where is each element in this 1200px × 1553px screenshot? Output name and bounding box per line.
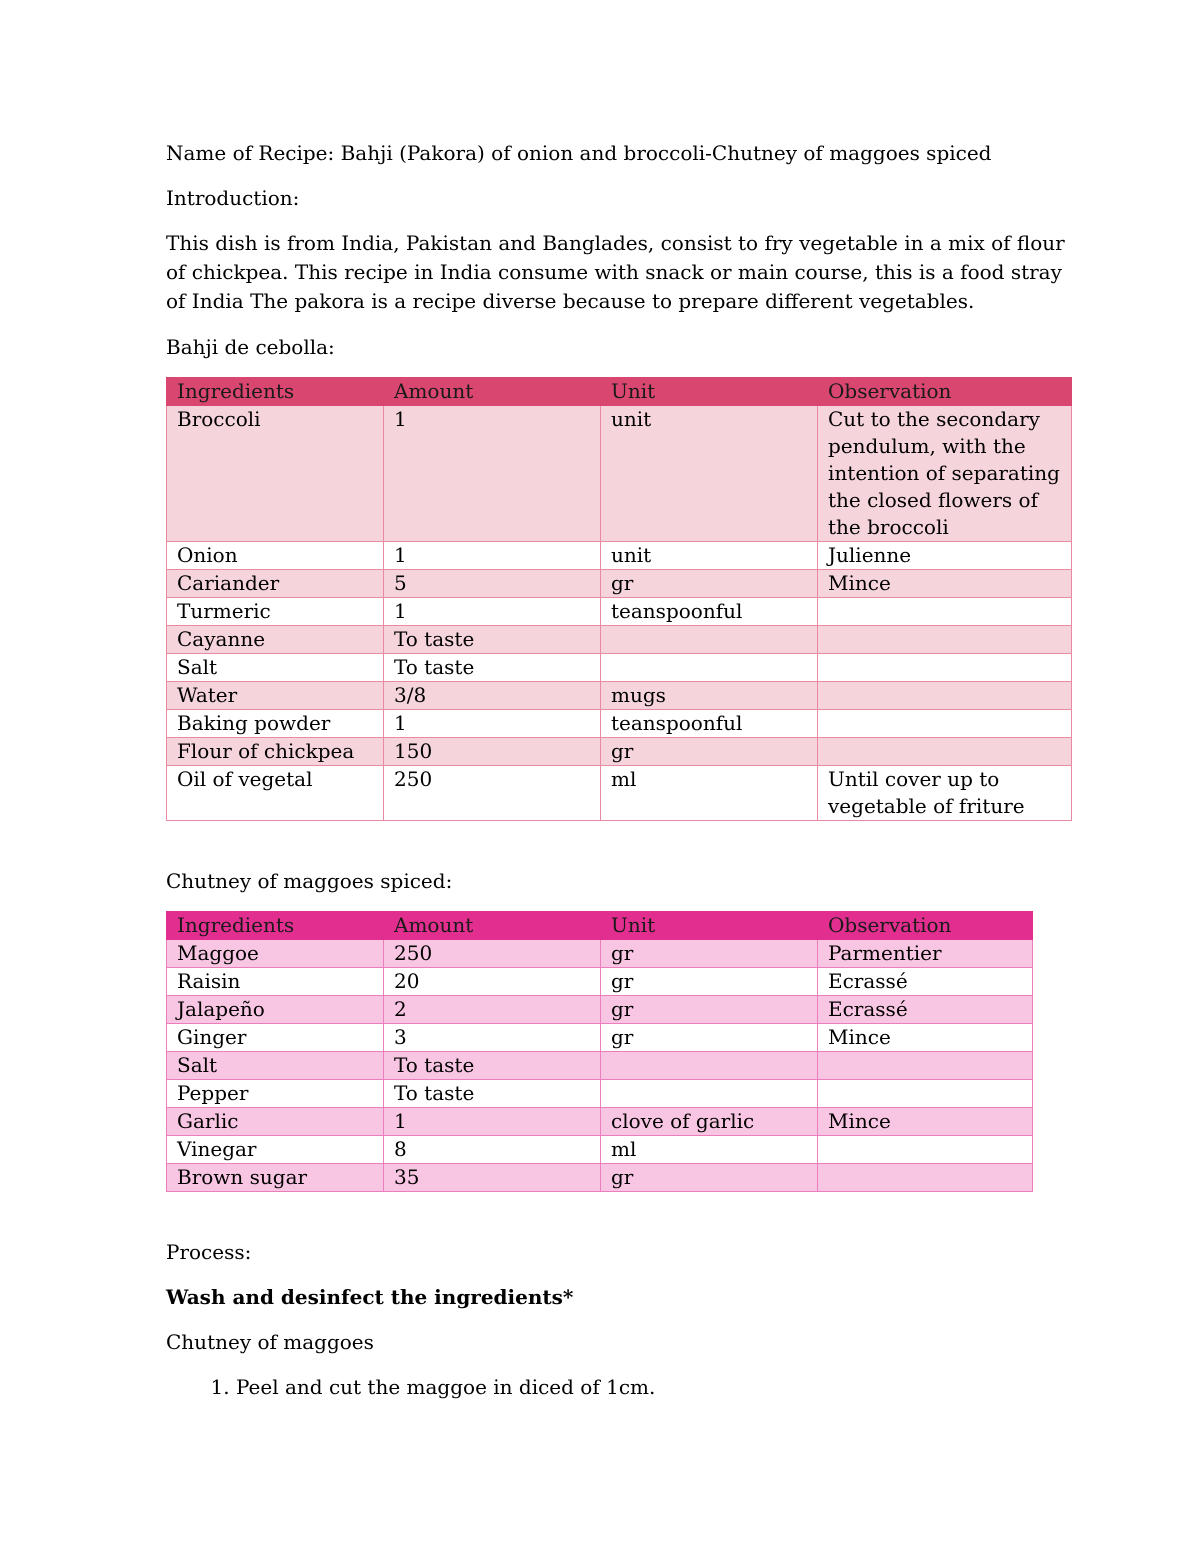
table-row (167, 542, 1072, 570)
table-cell: Cayanne (167, 626, 384, 654)
table-header-row (167, 378, 1072, 406)
table-cell: Salt (167, 654, 384, 682)
table-cell: To taste (384, 626, 601, 654)
table-cell: 20 (384, 968, 601, 996)
table-cell: Julienne (818, 542, 1072, 570)
table-row (167, 1164, 1033, 1192)
table-cell: 5 (384, 570, 601, 598)
table-row (167, 1024, 1033, 1052)
table-cell (818, 1164, 1033, 1192)
table-cell (818, 738, 1072, 766)
table-cell: Baking powder (167, 710, 384, 738)
table-cell (601, 1080, 818, 1108)
recipe-name: Name of Recipe: Bahji (Pakora) of onion and broccoli-Chutney of maggoes spiced (166, 141, 992, 165)
table-cell: gr (601, 996, 818, 1024)
table-cell (818, 710, 1072, 738)
table-cell: Cut to the secondary pendulum, with the intention of separating the closed flowers of the broccoli (818, 406, 1072, 542)
table-cell: ml (601, 1136, 818, 1164)
table-row (167, 710, 1072, 738)
table-header-cell: Amount (384, 912, 601, 940)
table-cell: Mince (818, 1024, 1033, 1052)
table-cell: mugs (601, 682, 818, 710)
table-row (167, 598, 1072, 626)
table-cell: 2 (384, 996, 601, 1024)
table-row (167, 682, 1072, 710)
table-cell: 8 (384, 1136, 601, 1164)
table-cell: gr (601, 738, 818, 766)
table-cell: 35 (384, 1164, 601, 1192)
table-cell: unit (601, 406, 818, 542)
table-cell: Onion (167, 542, 384, 570)
table-cell: Broccoli (167, 406, 384, 542)
table-cell: Jalapeño (167, 996, 384, 1024)
table-cell: 250 (384, 940, 601, 968)
table-cell: To taste (384, 1080, 601, 1108)
table-row (167, 1052, 1033, 1080)
table-row (167, 968, 1033, 996)
table-cell: 250 (384, 766, 601, 821)
table-cell: Parmentier (818, 940, 1033, 968)
table-cell (818, 654, 1072, 682)
table-cell: Ecrassé (818, 996, 1033, 1024)
table-cell: 150 (384, 738, 601, 766)
process-steps-list (166, 1373, 1066, 1402)
table-cell: Flour of chickpea (167, 738, 384, 766)
table-cell: Until cover up to vegetable of friture (818, 766, 1072, 821)
table-row (167, 738, 1072, 766)
wash-note: Wash and desinfect the ingredients* (166, 1285, 574, 1309)
table-row (167, 570, 1072, 598)
table-row (167, 996, 1033, 1024)
table-cell: 1 (384, 406, 601, 542)
table-row (167, 1108, 1033, 1136)
table-cell: Oil of vegetal (167, 766, 384, 821)
table-cell (818, 598, 1072, 626)
table-cell (818, 626, 1072, 654)
table-row (167, 406, 1072, 542)
table-cell: Brown sugar (167, 1164, 384, 1192)
introduction-label: Introduction: (166, 186, 300, 210)
chutney-ingredients-table (166, 911, 1033, 1192)
table-cell: gr (601, 968, 818, 996)
table-cell: To taste (384, 1052, 601, 1080)
table-cell: Mince (818, 570, 1072, 598)
table-cell: gr (601, 1024, 818, 1052)
table-cell: 1 (384, 598, 601, 626)
table-cell: teanspoonful (601, 598, 818, 626)
table-cell (601, 654, 818, 682)
table-row (167, 654, 1072, 682)
table-header-cell: Ingredients (167, 378, 384, 406)
process-step: 1. Peel and cut the maggoe in diced of 1cm. (236, 1373, 1066, 1402)
chutney-process-label: Chutney of maggoes (166, 1330, 374, 1354)
table-header-cell: Amount (384, 378, 601, 406)
table-cell (818, 1080, 1033, 1108)
bahji-label: Bahji de cebolla: (166, 335, 335, 359)
table-cell: Turmeric (167, 598, 384, 626)
table-cell (601, 1052, 818, 1080)
bahji-ingredients-table (166, 377, 1072, 821)
table-header-cell: Observation (818, 378, 1072, 406)
table-cell: Mince (818, 1108, 1033, 1136)
table-cell: 1 (384, 542, 601, 570)
table-cell: unit (601, 542, 818, 570)
table-row (167, 940, 1033, 968)
table-cell: 1 (384, 1108, 601, 1136)
table-cell: Raisin (167, 968, 384, 996)
table-cell: Water (167, 682, 384, 710)
introduction-text: This dish is from India, Pakistan and Banglades, consist to fry vegetable in a mix of flour of chickpea. This recipe in India consume with snack or main course, this is a food stray of India The pakora is a recipe diverse because to prepare different vegetables. (166, 231, 1065, 313)
table-cell: Pepper (167, 1080, 384, 1108)
table-cell: gr (601, 1164, 818, 1192)
table-cell: Cariander (167, 570, 384, 598)
table-cell: Vinegar (167, 1136, 384, 1164)
table-row (167, 1136, 1033, 1164)
table-header-cell: Observation (818, 912, 1033, 940)
table-header-row (167, 912, 1033, 940)
table-cell: Salt (167, 1052, 384, 1080)
table-cell: Ginger (167, 1024, 384, 1052)
process-label: Process: (166, 1240, 252, 1264)
table-header-cell: Unit (601, 378, 818, 406)
table-row (167, 626, 1072, 654)
table-cell (818, 682, 1072, 710)
table-row (167, 1080, 1033, 1108)
table-cell: To taste (384, 654, 601, 682)
table-cell (818, 1136, 1033, 1164)
table-cell: ml (601, 766, 818, 821)
table-cell: 3/8 (384, 682, 601, 710)
table-cell (818, 1052, 1033, 1080)
table-header-cell: Ingredients (167, 912, 384, 940)
table-cell: 3 (384, 1024, 601, 1052)
table-cell: Garlic (167, 1108, 384, 1136)
table-cell: 1 (384, 710, 601, 738)
table-cell: teanspoonful (601, 710, 818, 738)
table-cell: Maggoe (167, 940, 384, 968)
table-row (167, 766, 1072, 821)
table-cell: clove of garlic (601, 1108, 818, 1136)
table-cell: Ecrassé (818, 968, 1033, 996)
table-cell: gr (601, 570, 818, 598)
table-cell (601, 626, 818, 654)
table-header-cell: Unit (601, 912, 818, 940)
chutney-label: Chutney of maggoes spiced: (166, 869, 453, 893)
table-cell: gr (601, 940, 818, 968)
